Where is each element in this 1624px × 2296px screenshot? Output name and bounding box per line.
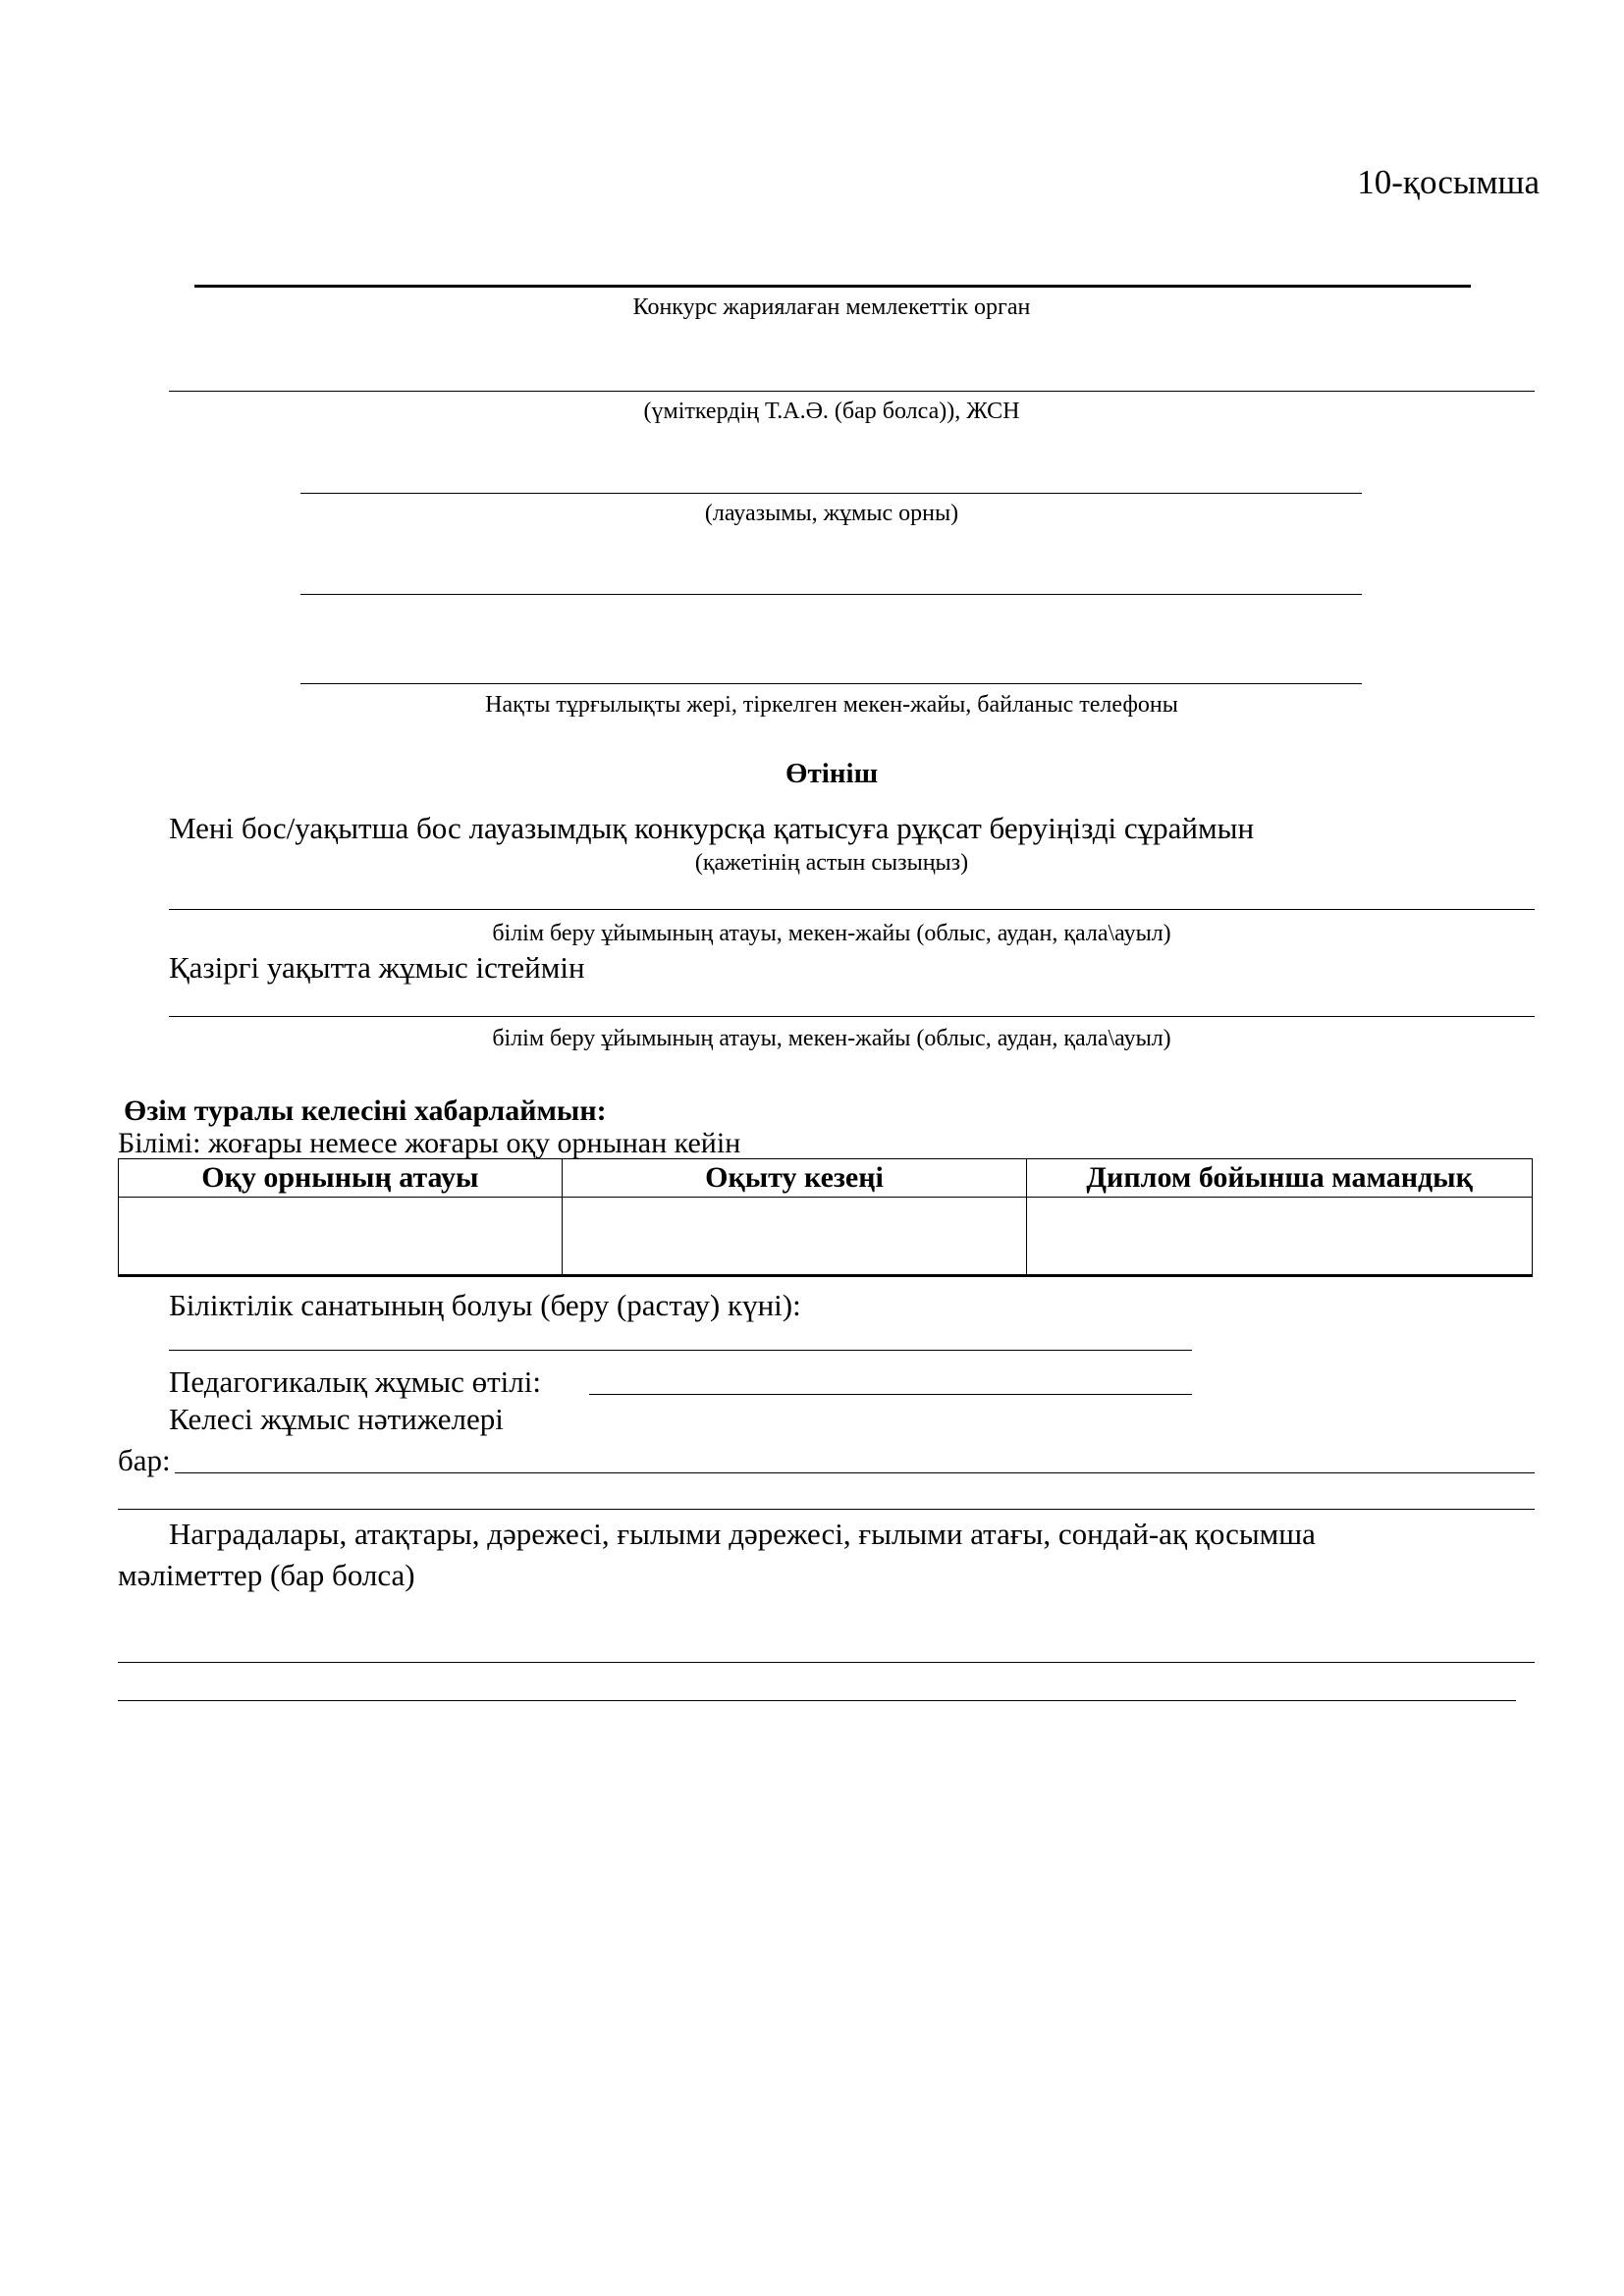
about-heading: Өзім туралы келесіні хабарлаймын: [124, 1095, 607, 1127]
candidate-caption: (үміткердің Т.А.Ә. (бар болса)), ЖСН [643, 399, 1020, 424]
underline-hint: (қажетінің астын сызыңыз) [694, 850, 969, 876]
awards-label: Наградалары, атақтары, дәрежесі, ғылыми дәрежесі, ғылыми атағы, сондай-ақ қосымша [169, 1517, 1316, 1551]
current-work-text: Қазіргі уақытта жұмыс істеймін [169, 950, 585, 985]
awards-label-continued: мәліметтер (бар болса) [118, 1558, 415, 1592]
column-header-institution: Оқу орнының атауы [119, 1159, 563, 1198]
address-caption: Нақты тұрғылықты жері, тіркелген мекен-жайы, байланыс телефоны [485, 692, 1178, 718]
application-title: Өтініш [785, 758, 879, 789]
current-org-caption: білім беру ұйымының атауы, мекен-жайы (облыс, аудан, қала\ауыл) [492, 1026, 1171, 1051]
results-field-line-1[interactable] [175, 1472, 1535, 1473]
position-field-line[interactable] [300, 493, 1362, 494]
pedagogical-experience-field-line[interactable] [589, 1394, 1192, 1395]
awards-field-line-1[interactable] [118, 1662, 1535, 1663]
address-field-line-2[interactable] [300, 683, 1362, 684]
results-label-continued: бар: [118, 1443, 171, 1477]
pedagogical-experience-label: Педагогикалық жұмыс өтілі: [169, 1364, 541, 1399]
education-table-header-row [119, 1159, 1533, 1198]
annex-number: 10-қосымша [1357, 163, 1540, 201]
organ-field-line[interactable] [194, 285, 1471, 288]
organ-caption: Конкурс жариялаған мемлекеттік орган [632, 294, 1031, 320]
study-period-cell[interactable] [562, 1198, 1027, 1276]
results-field-line-2[interactable] [118, 1509, 1535, 1510]
current-org-field-line[interactable] [169, 1016, 1535, 1017]
qualification-field-line[interactable] [169, 1350, 1192, 1351]
awards-field-line-2[interactable] [118, 1700, 1516, 1701]
target-org-caption: білім беру ұйымының атауы, мекен-жайы (облыс, аудан, қала\ауыл) [492, 921, 1171, 946]
qualification-label: Біліктілік санатының болуы (беру (растау) күні): [169, 1288, 801, 1322]
table-row [119, 1198, 1533, 1276]
column-header-study-period: Оқыту кезеңі [562, 1159, 1027, 1198]
results-label: Келесі жұмыс нәтижелері [169, 1402, 504, 1436]
education-table [118, 1158, 1533, 1277]
institution-cell[interactable] [119, 1198, 563, 1276]
diploma-specialty-cell[interactable] [1027, 1198, 1533, 1276]
education-line: Білімі: жоғары немесе жоғары оқу орнынан кейін [118, 1127, 741, 1159]
position-caption: (лауазымы, жұмыс орны) [704, 501, 959, 526]
candidate-field-line[interactable] [169, 391, 1535, 392]
column-header-diploma-specialty: Диплом бойынша мамандық [1027, 1159, 1533, 1198]
target-org-field-line[interactable] [169, 909, 1535, 910]
request-text: Мені бос/уақытша бос лауазымдық конкурсқа қатысуға рұқсат беруіңізді сұраймын [169, 811, 1255, 845]
address-field-line-1[interactable] [300, 594, 1362, 595]
